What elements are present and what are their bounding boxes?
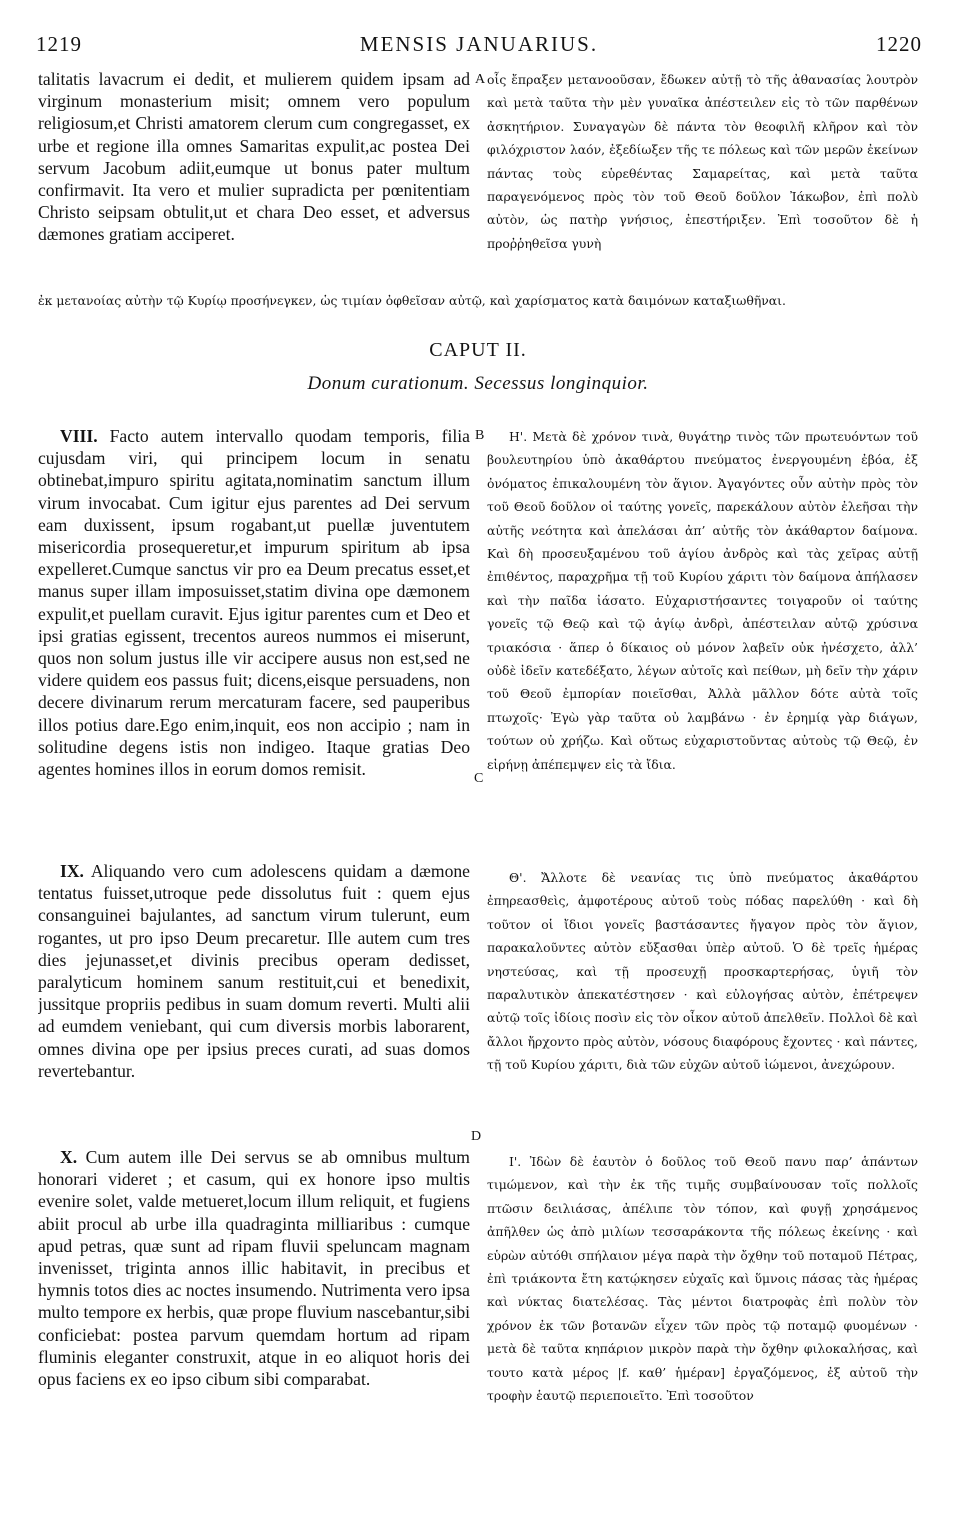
greek-intro-continuation: [38, 289, 918, 337]
greek-section-ix: [487, 866, 918, 1142]
greek-x-text: Ἰδὼν δὲ ἑαυτὸν ὁ δοῦλος τοῦ Θεοῦ πανυ παρ’ ἁπάντων τιμώμενον, καὶ τὴν ἐκ τῆς τιμῆς συμβαίνουσαν τοῖς πολλοῖς πτῶσιν δειλιάσας, ἀπέλιπε τὸν τόπον, καὶ φυγῇ χρησάμενος ἀπῆλθεν ὡς ἀπὸ μιλίων τεσσαράκοντα τῆς πόλεως ἐκείνης · καὶ εὑρὼν αὐτόθι σπήλαιον μέγα παρὰ τὴν ὄχθην τοῦ ποταμοῦ Πέτρας, ἐπὶ τριάκοντα ἔτη κατῴκησεν εὐχαῖς καὶ ὕμνοις πάσας τὰς ἡμέρας καὶ νύκτας διατελέσας. Τὰς μέντοι διατροφὰς ἐπὶ πολὺν τὸν χρόνον ἐκ τῶν βοτανῶν εἶχεν τῶν πρὸς τῷ ποταμῷ φυομένων · μετὰ δὲ ταῦτα κηπάριον μικρὸν παρὰ τὴν ὄχθην φιλοκαλήσας, καὶ τουτο κατὰ μέρος |f. καθ’ ἡμέραν] ἐργαζόμενος, ἐξ αὐτοῦ τὴν τροφὴν ἑαυτῷ περιεποιεῖτο. Ἐπὶ τοσοῦτον: [487, 1154, 918, 1404]
greek-x-number: Ι'.: [509, 1154, 522, 1169]
latin-intro-paragraph: [38, 68, 470, 294]
margin-letter-b: B: [475, 428, 485, 443]
margin-letter-a: A: [475, 72, 486, 87]
latin-viii-text: Facto autem intervallo quodam temporis, filia cujusdam viri, qui principem locum in senatu obtinebat,impuro spiritu agitata,nominatim sanctum illum virum invocabat. Cum igitur ejus parentes ad Dei servum eam duxissent, ipsum rogabant,ut puellæ juventutem misericordia prosequeretur,et impurum spiritum ab ipsa expelleret.Cumque sanctus vir pro ea Deum precatus esset,et manus super illam imposuisset,statim divina ope dæmonem expulit,et puellam curavit. Ejus igitur parentes cum et Deo et ipsi gratias egissent, trecentos aureos nummos ei miserunt, quos non solum justus ille vir accipere ausus non est,sed ne videre quidem eos passus fuit; dicens,eisque persuadens, non decere divinarum rerum mercaturam facere, sed pauperibus illos potius dare.Ego enim,inquit, eos non accipio ; nam in solitudine degens istis non indigeo. Itaque gratias Deo agentes homines illos in eorum domos remisit.: [38, 426, 470, 780]
greek-ix-text: Ἄλλοτε δὲ νεανίας τις ὑπὸ πνεύματος ἀκαθάρτου ἐπηρεασθεὶς, ἀμφοτέρους αὐτοῦ τοὺς πόδας παρελύθη · καὶ δὴ τοῦτον οἱ ἴδιοι γονεῖς βαστάσαντες ἤγαγον πρὸς τὸν ἅγιον, παρακαλοῦντες αὐτὸν εὔξασθαι ὑπὲρ αὐτοῦ. Ὁ δὲ τρεῖς ἡμέρας νηστεύσας, καὶ τῇ προσευχῇ προσκαρτερήσας, ὑγιῆ τὸν παραλυτικὸν ἀπεκατέστησεν · καὶ εὐλογήσας αὐτὸν, ἐπέτρεψεν αὐτῷ τοῖς ἰδίοις ποσὶν εἰς τὸν οἶκον αὐτοῦ ἀπελθεῖν. Πολλοὶ δὲ καὶ ἄλλοι ἤρχοντο πρὸς αὐτὸν, νόσους διαφόρους ἔχοντες · καὶ πάντες, τῇ τοῦ Κυρίου χάριτι, διὰ τῶν εὐχῶν αὐτοῦ ἰώμενοι, ἀνεχώρουν.: [487, 870, 918, 1073]
greek-ix-paragraph: [487, 866, 918, 1077]
greek-viii-paragraph: [487, 425, 918, 776]
latin-section-x: [38, 1146, 470, 1456]
greek-intro-continuation-text: ἐκ μετανοίας αὐτὴν τῷ Κυρίῳ προσήνεγκεν, ὡς τιμίαν ὀφθεῖσαν αὐτῷ, καὶ χαρίσματος κατὰ δαιμόνων καταξιωθῆναι.: [38, 293, 786, 308]
latin-x-number: X.: [60, 1147, 78, 1167]
margin-letter-d: D: [471, 1129, 482, 1144]
greek-ix-number: Θ'.: [509, 870, 527, 885]
latin-ix-paragraph: [38, 860, 470, 1082]
latin-intro-text: talitatis lavacrum ei dedit, et mulierem quidem ipsam ad virginum monasterium misit; omnem vero populum religiosum,et Christi amatorem clerum cum congregasset, ex urbe et regione illa omnes Samaritas expulit,ac postea Dei servum Jacobum adiit,eumque ut bonus pater multum confirmavit. Ita vero et mulier supradicta per pœnitentiam Christo seipsam obtulit,ut et chara Deo esset, et adversus dæmones gratiam acciperet.: [38, 69, 470, 245]
latin-x-text: Cum autem ille Dei servus se ab omnibus multum honorari videret ; et casum, qui ex honore ipso multis evenire solet, valde metueret,locum illum reliquit, et fugiens abiit procul ab urbe illa quadraginta milliaribus : cumque apud petras, quæ sunt ad ripam fluvii speluncam magnam invenisset, triginta annos illic habitavit, in precibus et hymnis totos dies ac noctes insumendo. Nutrimenta vero ipsa multo tempore ex herbis, quæ prope fluvium nascebantur,sibi conficiebat: postea parvum quemdam hortum ad ripam fluminis eleganter construxit, atque in eo aliquot horis dei opus faciens ex eo ipso cibum sibi comparabat.: [38, 1147, 470, 1390]
page-number-right: 1220: [876, 32, 922, 56]
greek-intro-paragraph: [487, 68, 918, 294]
greek-viii-number: Η'.: [509, 429, 528, 444]
margin-letter-c: C: [474, 771, 484, 786]
chapter-heading: CAPUT II.: [429, 339, 527, 361]
running-header: [36, 32, 922, 66]
latin-section-viii: [38, 425, 470, 835]
latin-ix-text: Aliquando vero cum adolescens quidam a dæmone tentatus fuisset,utroque pede dissolutus fuit : quem ejus consanguinei bajulantes, ad sanctum virum tulerunt, eum rogantes, ut pro ipso Deum precaretur. Ille autem cum tres dies jejunasset,et divinis precibus operam dedisset, paralyticum hominem sanum restituit,cui et benedixit, jussitque propriis pedibus in suam domum reverti. Multi alii ad eumdem veniebant, qui cum diversis morbis laborarent, omnes divina ope per ipsius preces curati, ad suas domos revertebantur.: [38, 861, 470, 1081]
greek-intro-text: οἷς ἔπραξεν μετανοοῦσαν, ἔδωκεν αὐτῇ τὸ τῆς ἀθανασίας λουτρὸν καὶ μετὰ ταῦτα τὴν μὲν γυναῖκα ἀπέστειλεν εἰς τὸ τῶν παρθένων ἀσκητήριον. Συναγαγὼν δὲ πάντα τὸν θεοφιλῆ κλῆρον καὶ τὸν φιλόχριστον λαόν, ἐξεδίωξεν τῆς τε πόλεως καὶ τῶν μερῶν ἐκείνων πάντας τοὺς εὑρεθέντας Σαμαρείτας, καὶ μετὰ ταῦτα παραγενόμενος πρὸς τὸν τοῦ Θεοῦ δοῦλον Ἰάκωβον, ἐπὶ πολὺ αὐτὸν, ὡς πατὴρ γνήσιος, ἐπεστήριξεν. Ἐπὶ τοσοῦτον δὲ ἡ προῤῥηθεῖσα γυνὴ: [487, 72, 918, 251]
greek-section-x: [487, 1150, 918, 1472]
latin-ix-number: IX.: [60, 861, 84, 881]
latin-viii-number: VIII.: [60, 426, 98, 446]
latin-viii-paragraph: [38, 425, 470, 780]
page-number-left: 1219: [36, 32, 82, 56]
chapter-subtitle: Donum curationum. Secessus longinquior.: [307, 373, 649, 394]
greek-viii-text: Μετὰ δὲ χρόνον τινὰ, θυγάτηρ τινὸς τῶν πρωτευόντων τοῦ βουλευτηρίου ὑπὸ ἀκαθάρτου πνεύματος ἐνεργουμένη ἐβόα, ἐξ ὀνόματος ἐπικαλουμένη τὸν ἅγιον. Ἀγαγόντες οὖν αὐτὴν πρὸς τὸν τοῦ Θεοῦ δοῦλον οἱ ταύτης γονεῖς, παρεκάλουν αὐτὸν ἐλεῆσαι τὴν αὐτῆς νεότητα καὶ ἀπελάσαι ἀπ’ αὐτῆς τὸν ἀκάθαρτον δαίμονα. Καὶ δὴ προσευξαμένου τοῦ ἁγίου ἀνδρὸς καὶ τὰς χεῖρας αὐτῇ ἐπιθέντος, παραχρῆμα τῇ τοῦ Κυρίου χάριτι τὸν δαίμονα ἀπήλασεν καὶ τὴν παῖδα ἰάσατο. Εὐχαριστήσαντες τοιγαροῦν οἱ ταύτης γονεῖς τῷ Θεῷ καὶ τῷ ἁγίῳ ἀνδρὶ, ἀπέστειλαν αὐτῷ χρύσινα τριακόσια · ἅπερ ὁ δίκαιος οὐ μόνον λαβεῖν οὐκ ἠνέσχετο, ἀλλ’ οὐδὲ ἰδεῖν κατεδέξατο, λέγων αὐτοῖς καὶ πείθων, μὴ δεῖν τὴν χάριν τοῦ Θεοῦ ἐμπορίαν ποιεῖσθαι, Ἀλλὰ μᾶλλον δότε αὐτὰ τοῖς πτωχοῖς· Ἐγὼ γὰρ ταῦτα οὐ λαμβάνω · ἐν ἐρημίᾳ γὰρ διάγων, τούτων οὐ χρήζω. Καὶ οὕτως εὐχαριστοῦντας αὐτοὺς τῷ Θεῷ, ἐν εἰρήνῃ ἀπέπεμψεν εἰς τὰ ἴδια.: [487, 429, 918, 772]
latin-section-ix: [38, 860, 470, 1148]
greek-x-paragraph: [487, 1150, 918, 1407]
running-title: MENSIS JANUARIUS.: [359, 32, 599, 56]
greek-section-viii: [487, 425, 918, 845]
latin-x-paragraph: [38, 1146, 470, 1390]
